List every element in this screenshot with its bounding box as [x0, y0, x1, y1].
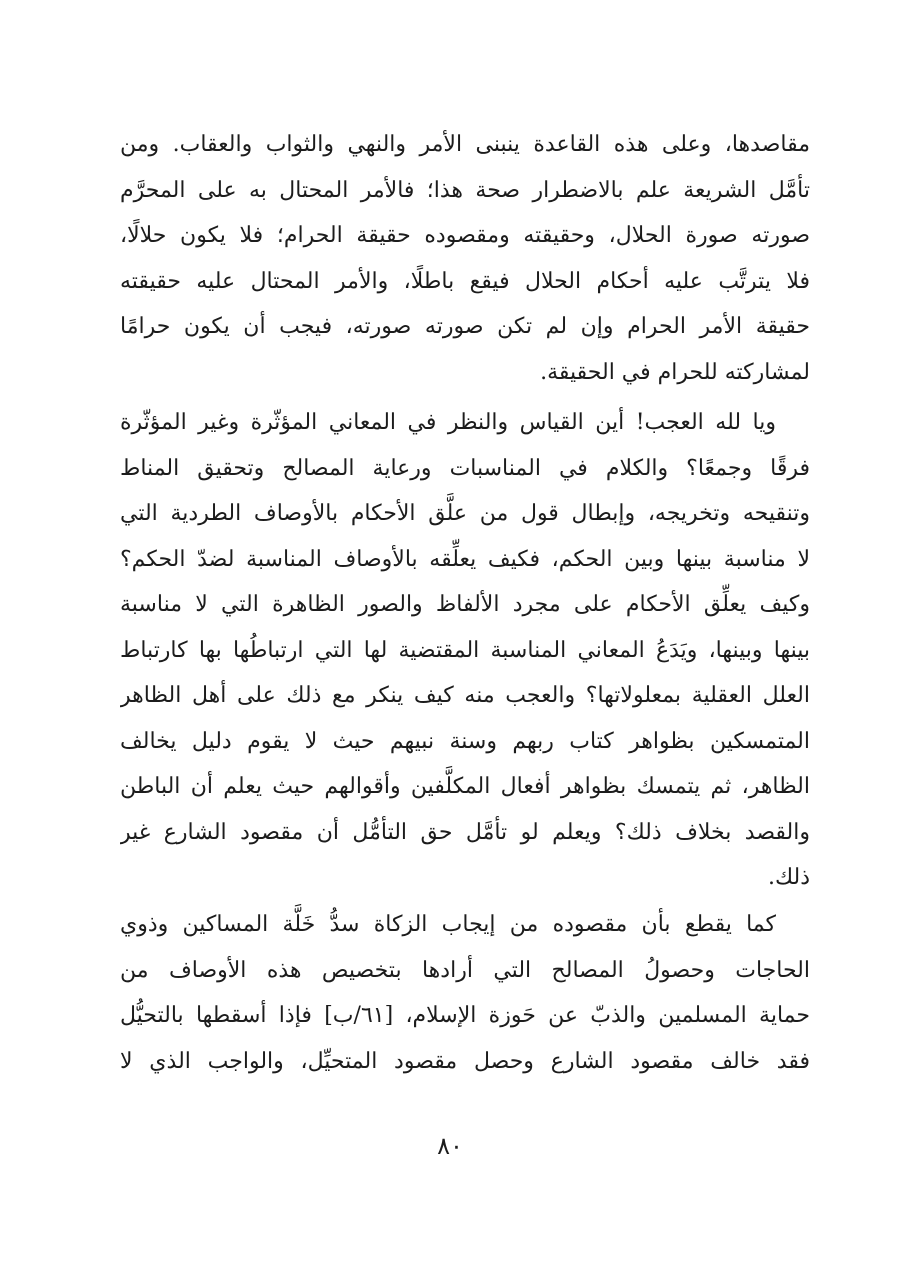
paragraph-2 — [120, 400, 810, 901]
paragraph-3 — [120, 902, 810, 1084]
text-line: حقيقة الأمر الحرام وإن لم تكن صورته صورته، فيجب أن يكون حرامًا — [120, 314, 810, 339]
text-line: والقصد بخلاف ذلك؟ ويعلم لو تأمَّل حق التأمُّل أن مقصود الشارع غير — [120, 819, 810, 845]
text-line: المتمسكين بظواهر كتاب ربهم وسنة نبيهم حيث لا يقوم دليل يخالف — [120, 728, 810, 754]
text-line: بينها وبينها، ويَدَعُ المعاني المناسبة المقتضية لها التي ارتباطُها بها كارتباط — [120, 637, 810, 663]
page-number: ٨٠ — [437, 1132, 463, 1160]
text-line: فرقًا وجمعًا؟ والكلام في المناسبات ورعاية المصالح وتحقيق المناط — [120, 455, 810, 481]
text-line: مقاصدها، وعلى هذه القاعدة ينبنى الأمر والنهي والثواب والعقاب. ومن — [120, 132, 810, 157]
text-line: ذلك. — [767, 865, 810, 890]
text-line: العلل العقلية بمعلولاتها؟ والعجب منه كيف ينكر مع ذلك على أهل الظاهر — [120, 683, 810, 708]
text-line: وكيف يعلِّق الأحكام على مجرد الألفاظ والصور الظاهرة التي لا مناسبة — [120, 592, 810, 617]
paragraph-1 — [120, 122, 810, 395]
text-line: فقد خالف مقصود الشارع وحصل مقصود المتحيِّل، والواجب الذي لا — [120, 1048, 810, 1074]
text-line: الحاجات وحصولُ المصالح التي أرادها بتخصيص هذه الأوصاف من — [120, 957, 810, 983]
text-line: حماية المسلمين والذبّ عن حَوزة الإسلام، [٦١/ب] فإذا أسقطها بالتحيُّل — [120, 1003, 810, 1028]
text-line: ويا لله العجب! أين القياس والنظر في المعاني المؤثّرة وغير المؤثّرة — [120, 410, 776, 435]
text-line: وتنقيحه وتخريجه، وإبطال قول من علَّق الأحكام بالأوصاف الطردية التي — [120, 501, 810, 526]
text-line: كما يقطع بأن مقصوده من إيجاب الزكاة سدُّ خَلَّة المساكين وذوي — [120, 912, 776, 937]
text-line: لا مناسبة بينها وبين الحكم، فكيف يعلِّقه بالأوصاف المناسبة لضدّ الحكم؟ — [120, 546, 810, 572]
text-line: لمشاركته للحرام في الحقيقة. — [540, 359, 810, 385]
text-line: الظاهر، ثم يتمسك بظواهر أفعال المكلَّفين وأقوالهم حيث يعلم أن الباطن — [120, 774, 810, 799]
text-line: صورته صورة الحلال، وحقيقته ومقصوده حقيقة الحرام؛ فلا يكون حلالًا، — [120, 223, 810, 248]
text-line: فلا يترتَّب عليه أحكام الحلال فيقع باطلًا، والأمر المحتال عليه حقيقته — [120, 268, 810, 294]
text-line: تأمَّل الشريعة علم بالاضطرار صحة هذا؛ فالأمر المحتال به على المحرَّم — [120, 177, 810, 203]
